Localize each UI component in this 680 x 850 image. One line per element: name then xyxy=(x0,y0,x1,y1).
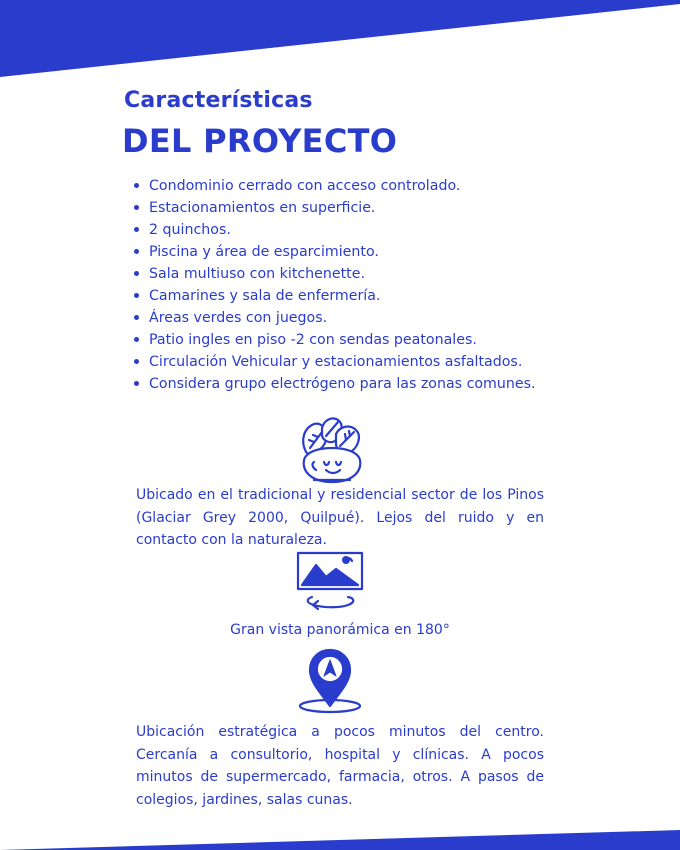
bullet-icon xyxy=(134,359,139,364)
bullet-icon xyxy=(134,293,139,298)
plant-pot-icon xyxy=(296,414,370,488)
title-line-2: DEL PROYECTO xyxy=(122,122,398,160)
nature-description: Ubicado en el tradicional y residencial sector de los Pinos (Glaciar Grey 2000, Quilpué). Lejos del ruido y en contacto con la naturaleza. xyxy=(136,487,544,548)
bottom-blue-band xyxy=(0,820,680,850)
feature-item: Circulación Vehicular y estacionamientos asfaltados. xyxy=(134,351,536,373)
feature-item: 2 quinchos. xyxy=(134,219,536,241)
feature-item: Camarines y sala de enfermería. xyxy=(134,285,536,307)
panorama-icon xyxy=(296,549,364,611)
feature-item: Estacionamientos en superficie. xyxy=(134,197,536,219)
bullet-icon xyxy=(134,315,139,320)
bullet-icon xyxy=(134,337,139,342)
bullet-icon xyxy=(134,381,139,386)
location-pin-icon xyxy=(296,648,364,714)
feature-item: Sala multiuso con kitchenette. xyxy=(134,263,536,285)
location-description: Ubicación estratégica a pocos minutos del centro. Cercanía a consultorio, hospital y clínicas. A pocos minutos de supermercado, farmacia, otros. A pasos de colegios, jardines, salas cunas. xyxy=(136,724,544,808)
feature-item: Condominio cerrado con acceso controlado. xyxy=(134,175,536,197)
feature-item: Áreas verdes con juegos. xyxy=(134,307,536,329)
panorama-caption: Gran vista panorámica en 180° xyxy=(230,622,450,638)
bullet-icon xyxy=(134,183,139,188)
top-blue-band xyxy=(0,0,680,80)
bullet-icon xyxy=(134,227,139,232)
feature-item: Piscina y área de esparcimiento. xyxy=(134,241,536,263)
feature-item: Patio ingles en piso -2 con sendas peatonales. xyxy=(134,329,536,351)
feature-list xyxy=(134,175,536,395)
bullet-icon xyxy=(134,249,139,254)
title-line-1: Características xyxy=(124,88,313,113)
bullet-icon xyxy=(134,205,139,210)
feature-item: Considera grupo electrógeno para las zonas comunes. xyxy=(134,373,536,395)
bullet-icon xyxy=(134,271,139,276)
